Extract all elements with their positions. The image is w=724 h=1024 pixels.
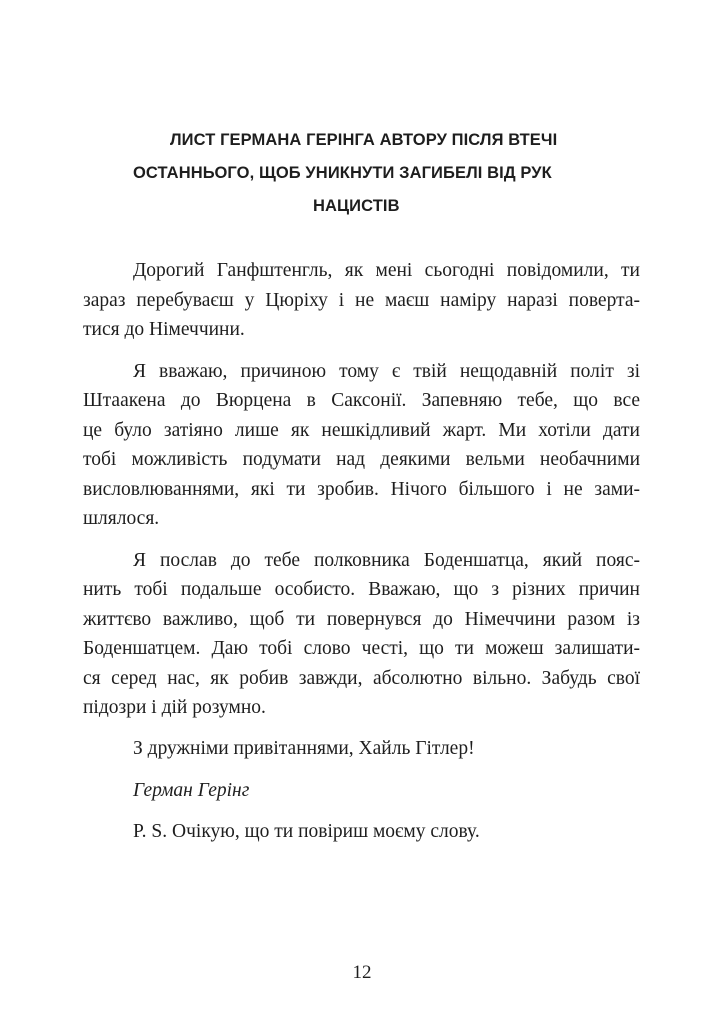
paragraph-line: зараз перебуваєш у Цюріху і не маєш наміру наразі поверта- [83,289,640,311]
letter-closing [133,734,480,859]
paragraph-line: Штаакена до Вюрцена в Саксонії. Запевняю тебе, що все [83,390,640,411]
paragraph-line: Я вважаю, причиною тому є твій нещодавній політ зі [133,360,640,382]
paragraph-line: висловлюваннями, які ти зробив. Нічого більшого і не зами- [83,478,640,500]
paragraph-line: Боденшатцем. Даю тобі слово честі, що ти можеш залишати- [83,638,640,659]
paragraph-line: це було затіяно лише як нешкідливий жарт. Ми хотіли дати [83,419,640,441]
paragraph-line: тися до Німеччини. [83,319,245,340]
postscript: P. S. Очікую, що ти повіриш моєму слову. [133,821,480,842]
paragraph-line: ся серед нас, як робив завжди, абсолютно вільно. Забудь свої [83,667,640,689]
paragraph-line: тобі можливість подумати над деякими вельми необачними [83,449,640,470]
paragraph-3 [83,546,640,723]
heading-line-2: ОСТАННЬОГО, ЩОБ УНИКНУТИ ЗАГИБЕЛІ ВІД РУК [133,164,552,182]
letter-body [83,256,640,735]
heading-line-1: ЛИСТ ГЕРМАНА ГЕРІНГА АВТОРУ ПІСЛЯ ВТЕЧІ [170,131,558,149]
page-number: 12 [352,962,372,983]
paragraph-line: шлялося. [83,508,160,529]
paragraph-line: підозри і дій розумно. [83,697,266,718]
paragraph-line: нить тобі подальше особисто. Вважаю, що з різних причин [83,579,640,600]
signature: Герман Герінг [133,779,250,801]
closing-greeting: З дружніми привітаннями, Хайль Гітлер! [133,738,475,759]
paragraph-2 [83,357,640,534]
paragraph-line: життєво важливо, щоб ти повернувся до Німеччини разом із [83,608,640,630]
letter-heading [100,124,640,223]
paragraph-line: Я послав до тебе полковника Боденшатца, який пояс- [133,549,640,571]
paragraph-1 [83,256,640,345]
heading-line-3: НАЦИСТІВ [313,197,400,215]
paragraph-line: Дорогий Ганфштенгль, як мені сьогодні повідомили, ти [133,260,640,281]
